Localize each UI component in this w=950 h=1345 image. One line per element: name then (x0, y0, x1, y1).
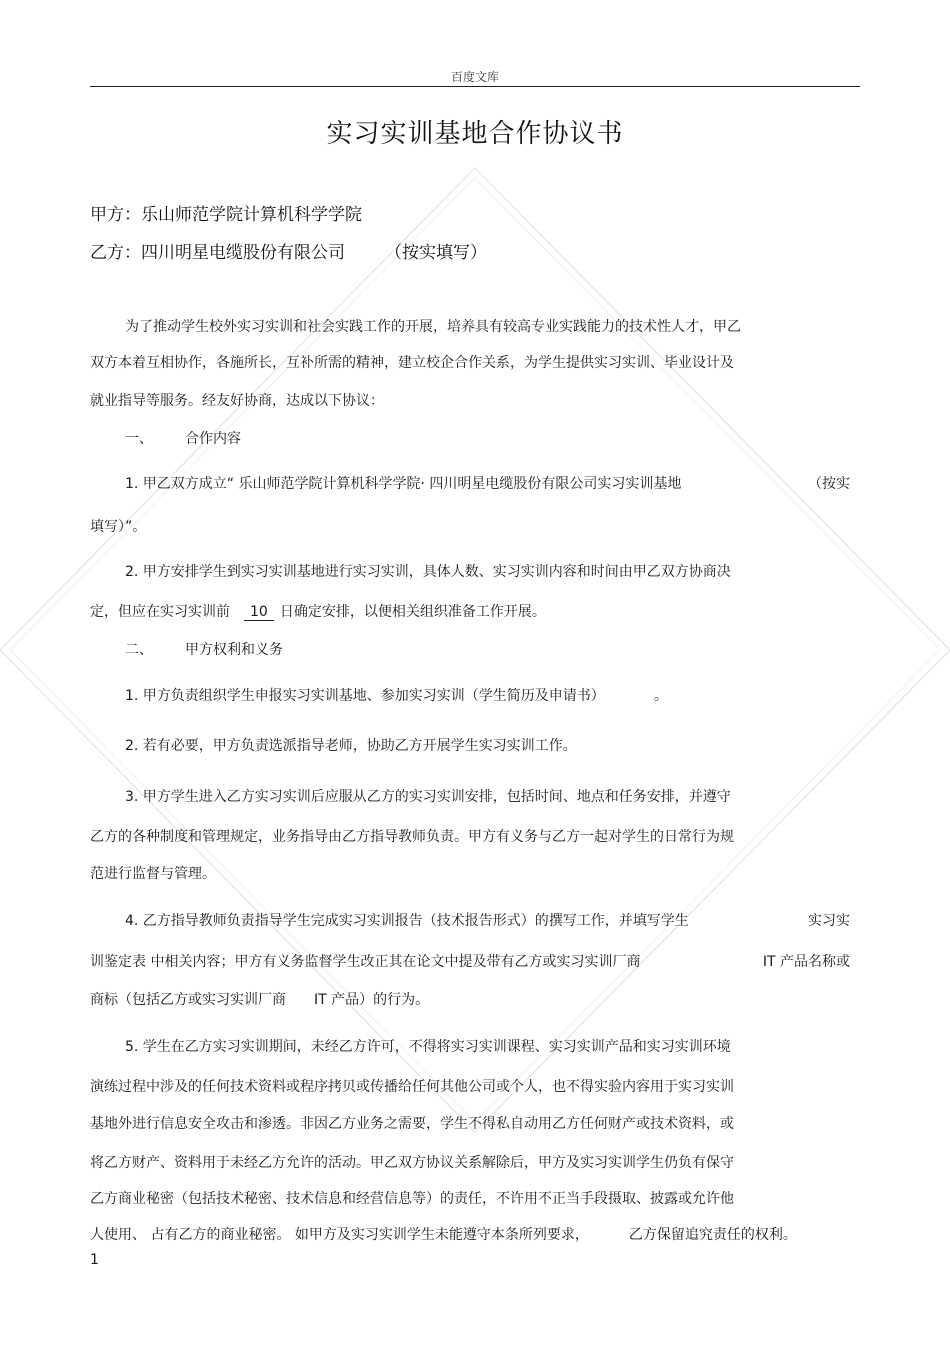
section-1-item-1: 1. 甲乙双方成立“ 乐山师范学院计算机科学学院· 四川明星电缆股份有限公司实习实训基地 (125, 476, 682, 492)
section-2-item-3-line-3: 范进行监督与管理。 (90, 866, 216, 882)
page-number: 1 (90, 1252, 99, 1268)
section-2-item-5-last-a: 人使用、 占有乙方的商业秘密。 如甲方及实习实训学生未能遵守本条所列要求， (90, 1227, 589, 1243)
section-2-item-5-line-4: 将乙方财产、资料用于未经乙方允许的活动。甲乙双方协议关系解除后，甲方及实习实训学生仍负有保守 (90, 1155, 734, 1171)
section-1-item-2-line-2 (90, 601, 546, 621)
section-2-item-2: 2. 若有必要，甲方负责选派指导老师，协助乙方开展学生实习实训工作。 (125, 738, 577, 754)
section-1-number: 一、 (125, 431, 153, 447)
intro-line-3: 就业指导等服务。经友好协商，达成以下协议： (90, 393, 384, 409)
intro-line-1: 为了推动学生校外实习实训和社会实践工作的开展，培养具有较高专业实践能力的技术性人才，甲乙 (125, 319, 741, 335)
intro-line-2: 双方本着互相协作，各施所长，互补所需的精神，建立校企合作关系，为学生提供实习实训、毕业设计及 (90, 355, 734, 371)
section-2-item-5-line-2: 演练过程中涉及的任何技术资料或程序拷贝或传播给任何其他公司或个人，也不得实验内容用于实习实训 (90, 1079, 734, 1095)
section-2-item-1-text: 1. 甲方负责组织学生申报实习实训基地、参加实习实训（学生简历及申请书） (125, 688, 598, 704)
section-2-item-5-line-1: 5. 学生在乙方实习实训期间，未经乙方许可，不得将实习实训课程、实习实训产品和实习实训环境 (125, 1039, 731, 1055)
section-2-number: 二、 (125, 642, 153, 658)
section-2-heading (125, 639, 283, 659)
section-2-item-4-line-1: 4. 乙方指导教师负责指导学生完成实习实训报告（技术报告形式）的撰写工作，并填写学生 (125, 913, 689, 929)
section-2-item-1 (125, 685, 668, 705)
section-2-item-4-line-3b: IT 产品）的行为。 (314, 992, 430, 1008)
section-2-item-4-line-3a: 商标（包括乙方或实习实训厂商 (90, 992, 286, 1008)
section-1-title: 合作内容 (185, 431, 241, 447)
section-1-item-2-pre: 定，但应在实习实训前 (90, 604, 230, 620)
section-2-title: 甲方权利和义务 (185, 642, 283, 658)
days-value: 10 (244, 605, 274, 621)
party-b-note: （按实填写） (385, 243, 487, 263)
section-2-item-5-last-b: 乙方保留追究责任的权利。 (628, 1227, 797, 1243)
section-2-item-4-line-1-right: 实习实 (808, 913, 850, 929)
section-2-item-4-line-3 (90, 989, 429, 1009)
party-b (90, 238, 487, 263)
section-2-item-4-line-2-right: IT 产品名称或 (762, 954, 850, 970)
section-2-item-5-line-6 (90, 1224, 797, 1244)
section-2-item-1-end: 。 (653, 688, 668, 704)
section-1-item-2-post: 日确定安排，以便相关组织准备工作开展。 (279, 604, 546, 620)
section-1-heading (125, 428, 241, 448)
party-a: 甲方：乐山师范学院计算机科学学院 (90, 205, 362, 225)
header-text: 百度文库 (450, 70, 499, 84)
header-rule (90, 86, 860, 87)
section-1-item-1-right: （按实 (808, 476, 850, 492)
section-2-item-5-line-3: 基地外进行信息安全攻击和渗透。非因乙方业务之需要，学生不得私自动用乙方任何财产或技术资料，或 (90, 1116, 734, 1132)
document-title: 实习实训基地合作协议书 (326, 119, 624, 149)
section-2-item-5-line-5: 乙方商业秘密（包括技术秘密、技术信息和经营信息等）的责任，不许用不正当手段摄取、披露或允许他 (90, 1191, 734, 1207)
party-b-name: 乙方：四川明星电缆股份有限公司 (90, 243, 345, 263)
section-1-item-1-cont: 填写）”。 (90, 519, 147, 535)
section-1-item-2-line-1: 2. 甲方安排学生到实习实训基地进行实习实训，具体人数、实习实训内容和时间由甲乙双方协商决 (125, 564, 731, 580)
section-2-item-3-line-1: 3. 甲方学生进入乙方实习实训后应服从乙方的实习实训安排，包括时间、地点和任务安排，并遵守 (125, 789, 731, 805)
section-2-item-4-line-2: 训鉴定表 中相关内容；甲方有义务监督学生改正其在论文中提及带有乙方或实习实训厂商 (90, 954, 641, 970)
section-2-item-3-line-2: 乙方的各种制度和管理规定，业务指导由乙方指导教师负责。甲方有义务与乙方一起对学生的日常行为规 (90, 829, 734, 845)
